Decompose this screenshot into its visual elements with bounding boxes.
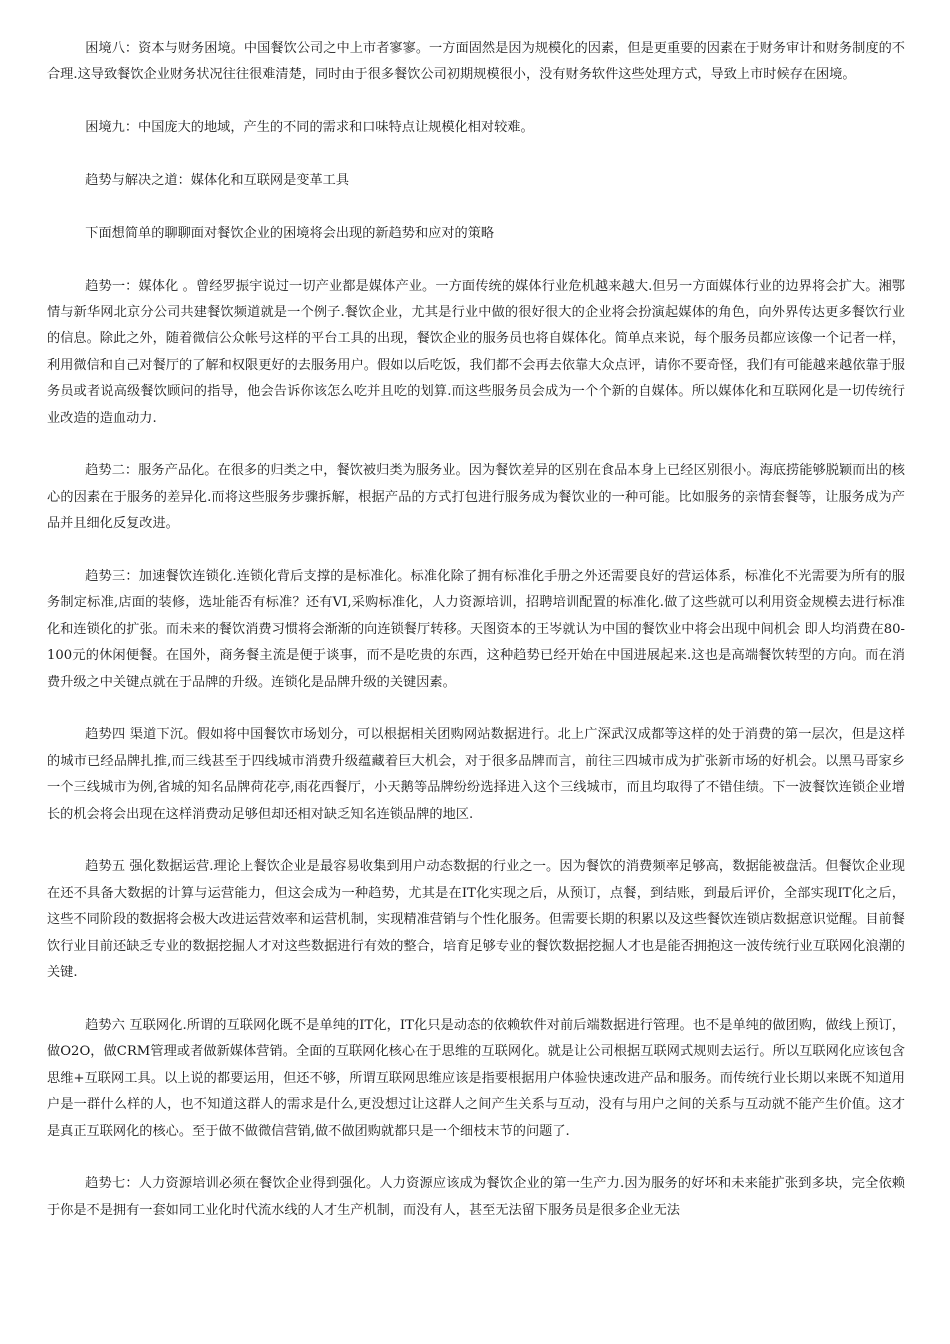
paragraph-trend-5: 趋势五 强化数据运营.理论上餐饮企业是最容易收集到用户动态数据的行业之一。因为餐饮的消费频率足够高，数据能被盘活。但餐饮企业现在还不具备大数据的计算与运营能力，但这会成为一种趋势，尤其是在IT化实现之后，从预订，点餐，到结账，到最后评价，全部实现IT化之后，这些不同阶段的数据将会极大改进运营效率和运营机制，实现精准营销与个性化服务。但需要长期的积累以及这些餐饮连锁店数据意识觉醒。目前餐饮行业目前还缺乏专业的数据挖掘人才对这些数据进行有效的整合，培育足够专业的餐饮数据挖掘人才也是能否拥抱这一波传统行业互联网化浪潮的关键. [47,859,905,981]
paragraph-trend-4: 趋势四 渠道下沉。假如将中国餐饮市场划分，可以根据相关团购网站数据进行。北上广深武汉成都等这样的处于消费的第一层次，但是这样的城市已经品牌扎推,而三线甚至于四线城市消费升级蕴藏着巨大机会，对于很多品牌而言，前往三四城市成为扩张新市场的好机会。以黑马哥家乡一个三线城市为例,省城的知名品牌荷花亭,雨花西餐厅，小天鹅等品牌纷纷选择进入这个三线城市，而且均取得了不错佳绩。下一波餐饮连锁企业增长的机会将会出现在这样消费动足够但却还相对缺乏知名连锁品牌的地区. [47,727,905,822]
paragraph-trend-6: 趋势六 互联网化.所谓的互联网化既不是单纯的IT化，IT化只是动态的依赖软件对前后端数据进行管理。也不是单纯的做团购，做线上预订，做O2O，做CRM管理或者做新媒体营销。全面的互联网化核心在于思维的互联网化。就是让公司根据互联网式规则去运行。所以互联网化应该包含思维+互联网工具。以上说的都要运用，但还不够，所谓互联网思维应该是指要根据用户体验快速改进产品和服务。而传统行业长期以来既不知道用户是一群什么样的人，也不知道这群人的需求是什么,更没想过让这群人之间产生关系与互动，没有与用户之间的关系与互动就不能产生价值。这才是真正互联网化的核心。至于做不做微信营销,做不做团购就都只是一个细枝末节的问题了. [47,1017,905,1139]
document-body [47,36,905,1251]
paragraph-dilemma-9: 困境九：中国庞大的地域，产生的不同的需求和口味特点让规模化相对较难。 [85,120,534,136]
paragraph-trend-3: 趋势三：加速餐饮连锁化.连锁化背后支撑的是标准化。标准化除了拥有标准化手册之外还需要良好的营运体系，标准化不光需要为所有的服务制定标准,店面的装修，选址能否有标准？还有VI,采购标准化，人力资源培训，招聘培训配置的标准化.做了这些就可以利用资金规模去进行标准化和连锁化的扩张。而未来的餐饮消费习惯将会渐渐的向连锁餐厅转移。天图资本的王岑就认为中国的餐饮业中将会出现中间机会 即人均消费在80-100元的休闲便餐。在国外，商务餐主流是便于谈事，而不是吃贵的东西，这种趋势已经开始在中国进展起来.这也是高端餐饮转型的方向。而在消费升级之中关键点就在于品牌的升级。连锁化是品牌升级的关键因素。 [47,569,905,690]
section-heading-trends: 趋势与解决之道：媒体化和互联网是变革工具 [85,173,350,188]
paragraph-trend-1: 趋势一：媒体化 。曾经罗振宇说过一切产业都是媒体产业。一方面传统的媒体行业危机越来越大.但另一方面媒体行业的边界将会扩大。湘鄂情与新华网北京分公司共建餐饮频道就是一个例子.餐饮企业，尤其是行业中做的很好很大的企业将会扮演起媒体的角色，向外界传达更多餐饮行业的信息。除此之外，随着微信公众帐号这样的平台工具的出现，餐饮企业的服务员也将自媒体化。简单点来说，每个服务员都应该像一个记者一样，利用微信和自己对餐厅的了解和权限更好的去服务用户。假如以后吃饭，我们都不会再去依靠大众点评，请你不要奇怪，我们有可能越来越依靠于服务员或者说高级餐饮顾问的指导，他会告诉你该怎么吃并且吃的划算.而这些服务员会成为一个个新的自媒体。所以媒体化和互联网化是一切传统行业改造的造血动力. [47,278,905,426]
paragraph-intro: 下面想简单的聊聊面对餐饮企业的困境将会出现的新趋势和应对的策略 [85,225,495,241]
paragraph-trend-2: 趋势二：服务产品化。在很多的归类之中，餐饮被归类为服务业。因为餐饮差异的区别在食品本身上已经区别很小。海底捞能够脱颖而出的核心的因素在于服务的差异化.而将这些服务步骤拆解，根据产品的方式打包进行服务成为餐饮业的一种可能。比如服务的亲情套餐等，让服务成为产品并且细化反复改进。 [47,463,905,532]
paragraph-dilemma-8: 困境八：资本与财务困境。中国餐饮公司之中上市者寥寥。一方面固然是因为规模化的因素，但是更重要的因素在于财务审计和财务制度的不合理.这导致餐饮企业财务状况往往很难清楚，同时由于很多餐饮公司初期规模很小，没有财务软件这些处理方式，导致上市时候存在困境。 [47,41,905,83]
paragraph-trend-7: 趋势七：人力资源培训必须在餐饮企业得到强化。人力资源应该成为餐饮企业的第一生产力.因为服务的好坏和未来能扩张到多块，完全依赖于你是不是拥有一套如同工业化时代流水线的人才生产机制，而没有人，甚至无法留下服务员是很多企业无法 [47,1176,905,1218]
